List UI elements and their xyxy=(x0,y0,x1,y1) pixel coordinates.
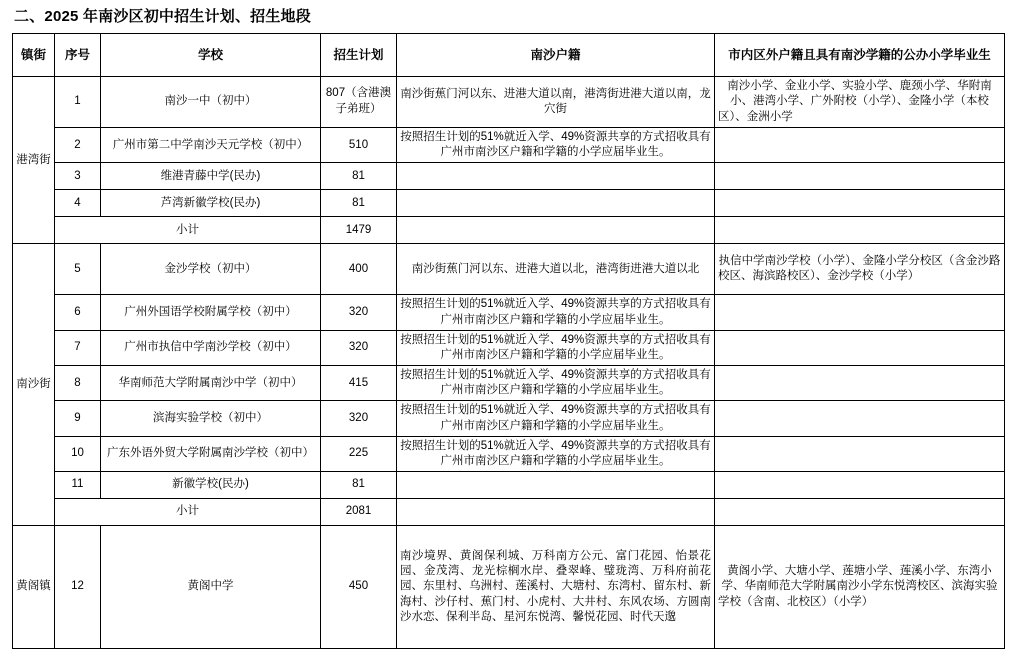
enrollment-plan: 320 xyxy=(321,295,397,330)
school-name: 维港青藤中学(民办) xyxy=(101,163,321,190)
subtotal-row xyxy=(13,217,1005,244)
table-row xyxy=(13,330,1005,365)
row-no: 10 xyxy=(55,436,101,471)
table-row xyxy=(13,366,1005,401)
hukou-district: 南沙境界、黄阁保利城、万科南方公元、富门花园、怡景花园、金茂湾、龙光棕榈水岸、叠翠峰、璧珑湾、万科府前花园、东里村、乌洲村、莲溪村、大塘村、东湾村、留东村、新海村、沙仔村、蕉门村、小虎村、大井村、东风农场、方圆南沙水恋、保利半岛、星河东悦湾、馨悦花园、时代天邈 xyxy=(397,526,715,649)
school-name: 芦湾新徽学校(民办) xyxy=(101,190,321,217)
xueji-schools xyxy=(715,163,1005,190)
hukou-district: 按照招生计划的51%就近入学、49%资源共享的方式招收具有广州市南沙区户籍和学籍的小学应届毕业生。 xyxy=(397,401,715,436)
table-row xyxy=(13,77,1005,128)
school-name: 广州外国语学校附属学校（初中） xyxy=(101,295,321,330)
xueji-schools: 黄阁小学、大塘小学、莲塘小学、莲溪小学、东湾小学、华南师范大学附属南沙小学东悦湾校区、滨海实验学校（含南、北校区）（小学） xyxy=(715,526,1005,649)
subtotal-row xyxy=(13,499,1005,526)
enrollment-plan: 510 xyxy=(321,128,397,163)
xueji-schools xyxy=(715,366,1005,401)
xueji-schools: 南沙小学、金业小学、实验小学、鹿颈小学、华附南小、港湾小学、广外附校（小学）、金隆小学（本校区）、金洲小学 xyxy=(715,77,1005,128)
enrollment-plan: 320 xyxy=(321,401,397,436)
table-row xyxy=(13,436,1005,471)
enrollment-plan: 415 xyxy=(321,366,397,401)
table-row xyxy=(13,472,1005,499)
row-no: 7 xyxy=(55,330,101,365)
hukou-district xyxy=(397,217,715,244)
subtotal-label: 小计 xyxy=(55,217,321,244)
subtotal-label: 小计 xyxy=(55,499,321,526)
hukou-district xyxy=(397,472,715,499)
row-no: 8 xyxy=(55,366,101,401)
hukou-district: 按照招生计划的51%就近入学、49%资源共享的方式招收具有广州市南沙区户籍和学籍的小学应届毕业生。 xyxy=(397,436,715,471)
xueji-schools xyxy=(715,401,1005,436)
xueji-schools xyxy=(715,499,1005,526)
row-no: 12 xyxy=(55,526,101,649)
school-name: 滨海实验学校（初中） xyxy=(101,401,321,436)
hukou-district: 按照招生计划的51%就近入学、49%资源共享的方式招收具有广州市南沙区户籍和学籍的小学应届毕业生。 xyxy=(397,295,715,330)
table-header-row xyxy=(13,34,1005,77)
town-cell: 黄阁镇 xyxy=(13,526,55,649)
enrollment-plan: 81 xyxy=(321,163,397,190)
enrollment-plan: 320 xyxy=(321,330,397,365)
hukou-district: 按照招生计划的51%就近入学、49%资源共享的方式招收具有广州市南沙区户籍和学籍的小学应届毕业生。 xyxy=(397,128,715,163)
school-name: 广东外语外贸大学附属南沙学校（初中） xyxy=(101,436,321,471)
hukou-district xyxy=(397,190,715,217)
xueji-schools xyxy=(715,472,1005,499)
row-no: 3 xyxy=(55,163,101,190)
column-header-no: 序号 xyxy=(55,34,101,77)
row-no: 5 xyxy=(55,244,101,295)
school-name: 广州市执信中学南沙学校（初中） xyxy=(101,330,321,365)
column-header-town: 镇街 xyxy=(13,34,55,77)
page-title: 二、2025 年南沙区初中招生计划、招生地段 xyxy=(14,8,311,25)
row-no: 11 xyxy=(55,472,101,499)
xueji-schools xyxy=(715,330,1005,365)
xueji-schools xyxy=(715,436,1005,471)
row-no: 2 xyxy=(55,128,101,163)
table-row xyxy=(13,401,1005,436)
subtotal-value: 1479 xyxy=(321,217,397,244)
enrollment-plan: 400 xyxy=(321,244,397,295)
enrollment-plan: 807（含港澳子弟班） xyxy=(321,77,397,128)
school-name: 金沙学校（初中） xyxy=(101,244,321,295)
subtotal-value: 2081 xyxy=(321,499,397,526)
hukou-district xyxy=(397,163,715,190)
school-name: 华南师范大学附属南沙中学（初中） xyxy=(101,366,321,401)
school-name: 黄阁中学 xyxy=(101,526,321,649)
xueji-schools xyxy=(715,295,1005,330)
column-header-school: 学校 xyxy=(101,34,321,77)
xueji-schools xyxy=(715,190,1005,217)
enrollment-plan: 81 xyxy=(321,190,397,217)
school-name: 新徽学校(民办) xyxy=(101,472,321,499)
hukou-district xyxy=(397,499,715,526)
school-name: 南沙一中（初中） xyxy=(101,77,321,128)
table-row xyxy=(13,128,1005,163)
hukou-district: 按照招生计划的51%就近入学、49%资源共享的方式招收具有广州市南沙区户籍和学籍的小学应届毕业生。 xyxy=(397,366,715,401)
table-row xyxy=(13,244,1005,295)
hukou-district: 南沙街蕉门河以东、进港大道以南，港湾街进港大道以南，龙穴街 xyxy=(397,77,715,128)
hukou-district: 南沙街蕉门河以东、进港大道以北，港湾街进港大道以北 xyxy=(397,244,715,295)
enrollment-plan: 450 xyxy=(321,526,397,649)
column-header-plan: 招生计划 xyxy=(321,34,397,77)
hukou-district: 按照招生计划的51%就近入学、49%资源共享的方式招收具有广州市南沙区户籍和学籍的小学应届毕业生。 xyxy=(397,330,715,365)
school-name: 广州市第二中学南沙天元学校（初中） xyxy=(101,128,321,163)
enrollment-plan: 225 xyxy=(321,436,397,471)
column-header-hukou: 南沙户籍 xyxy=(397,34,715,77)
town-cell: 南沙街 xyxy=(13,244,55,526)
row-no: 4 xyxy=(55,190,101,217)
enrollment-plan: 81 xyxy=(321,472,397,499)
enrollment-plan-table xyxy=(12,33,1005,649)
column-header-xueji: 市内区外户籍且具有南沙学籍的公办小学毕业生 xyxy=(715,34,1005,77)
table-row xyxy=(13,526,1005,649)
town-cell: 港湾街 xyxy=(13,77,55,244)
table-row xyxy=(13,190,1005,217)
xueji-schools xyxy=(715,128,1005,163)
row-no: 9 xyxy=(55,401,101,436)
xueji-schools: 执信中学南沙学校（小学）、金隆小学分校区（含金沙路校区、海滨路校区）、金沙学校（小学） xyxy=(715,244,1005,295)
row-no: 1 xyxy=(55,77,101,128)
xueji-schools xyxy=(715,217,1005,244)
table-row xyxy=(13,163,1005,190)
row-no: 6 xyxy=(55,295,101,330)
table-row xyxy=(13,295,1005,330)
